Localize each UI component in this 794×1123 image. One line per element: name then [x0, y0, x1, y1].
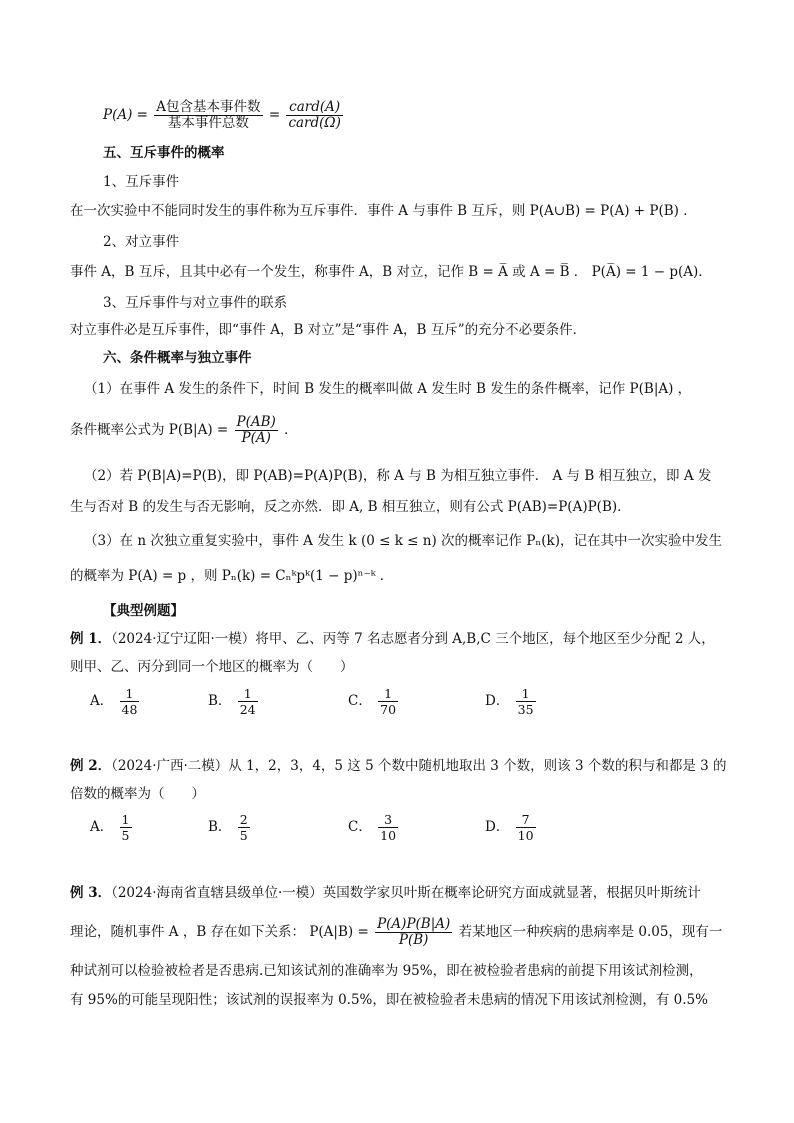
example-3-text: （2024·海南省直辖县级单位·一模）英国数学家贝叶斯在概率论研究方面成就显著，根据贝叶斯统计	[111, 885, 701, 901]
option-denominator: 5	[121, 828, 130, 843]
option-letter: C．	[348, 693, 372, 709]
example-1-option-c	[348, 686, 400, 717]
section-5-para-1: 在一次实验中不能同时发生的事件称为互斥事件．事件 A 与事件 B 互斥，则 P(A∪B) = P(A) + P(B) ．	[70, 203, 697, 219]
example-1-line-2: 则甲、乙、丙分到同一个地区的概率为（ ）	[70, 659, 354, 675]
bayes-formula-numerator: P(A)P(B|A)	[377, 916, 451, 932]
option-denominator: 35	[517, 702, 534, 717]
option-numerator: 3	[378, 812, 398, 828]
formula-fraction-1-numerator: A包含基本事件数	[156, 99, 261, 115]
section-6-para-1: （1）在事件 A 发生的条件下，时间 B 发生的概率叫做 A 发生时 B 发生的条件概率，记作 P(B|A) ，	[84, 381, 692, 397]
option-denominator: 5	[239, 828, 248, 843]
option-letter: B．	[208, 693, 232, 709]
example-1-option-b	[208, 686, 260, 717]
example-2-line-2: 倍数的概率为（ ）	[70, 786, 205, 802]
bayes-formula-line	[70, 912, 722, 952]
option-letter: D．	[485, 693, 510, 709]
bayes-formula-prefix: 理论，随机事件 A ，B 存在如下关系： P(A|B) =	[70, 924, 369, 940]
option-numerator: 1	[516, 686, 536, 702]
conditional-formula-denominator: P(A)	[241, 430, 271, 446]
example-3-line-1	[70, 883, 701, 903]
example-3-label: 例 3．	[70, 885, 112, 901]
option-numerator: 2	[239, 812, 248, 827]
section-6-para-3-cont: 的概率为 P(A) = p ，则 Pₙ(k) = Cₙᵏpᵏ(1 − p)ⁿ⁻ᵏ ．	[70, 568, 394, 584]
section-6-heading: 六、条件概率与独立事件	[103, 350, 252, 366]
formula-equals: =	[268, 107, 281, 123]
examples-heading: 【典型例题】	[103, 603, 184, 619]
option-denominator: 24	[239, 702, 256, 717]
section-6-para-2-cont: 生与否对 B 的发生与否无影响，反之亦然．即 A, B 相互独立，则有公式 P(AB)=P(A)P(B)．	[70, 499, 631, 515]
section-5-heading: 五、互斥事件的概率	[103, 145, 225, 161]
section-5-para-2: 事件 A，B 互斥，且其中必有一个发生，称事件 A，B 对立，记作 B = A̅ 或 A = B̅ ． P(A̅) = 1 − p(A)．	[70, 264, 712, 280]
conditional-formula-prefix: 条件概率公式为 P(B|A) =	[70, 422, 229, 438]
example-1-text: （2024·辽宁辽阳·一模）将甲、乙、丙等 7 名志愿者分到 A,B,C 三个地区，每个地区至少分配 2 人，	[111, 631, 715, 647]
option-numerator: 1	[378, 686, 398, 702]
conditional-formula-numerator: P(AB)	[236, 414, 276, 430]
formula-fraction-2-numerator: card(A)	[286, 100, 342, 116]
example-1-option-d	[485, 686, 538, 717]
example-2-label: 例 2．	[70, 758, 112, 774]
option-numerator: 1	[121, 812, 130, 827]
example-1-line-1	[70, 629, 715, 649]
option-denominator: 48	[121, 702, 138, 717]
option-numerator: 1	[120, 686, 140, 702]
formula-lhs: P(A) =	[103, 107, 148, 123]
example-1-option-a	[90, 686, 141, 717]
section-5-para-3: 对立事件必是互斥事件，即“事件 A，B 对立”是“事件 A，B 互斥”的充分不必要条件．	[70, 322, 587, 338]
option-denominator: 10	[517, 828, 534, 843]
conditional-formula-suffix: ．	[284, 422, 298, 438]
conditional-probability-formula	[70, 412, 298, 448]
option-numerator: 1	[238, 686, 258, 702]
section-5-sub-3: 3、互斥事件与对立事件的联系	[103, 295, 288, 311]
example-2-option-b	[208, 812, 252, 843]
bayes-formula-denominator: P(B)	[398, 932, 429, 948]
example-2-option-a	[90, 812, 134, 843]
conditional-formula-fraction	[235, 415, 278, 446]
example-2-option-d	[485, 812, 538, 843]
section-5-sub-1: 1、互斥事件	[103, 174, 180, 190]
example-2-text: （2024·广西·二模）从 1，2，3，4，5 这 5 个数中随机地取出 3 个数，则该 3 个数的积与和都是 3 的	[111, 758, 727, 774]
formula-fraction-2-denominator: card(Ω)	[288, 115, 341, 131]
option-letter: D．	[485, 819, 510, 835]
example-3-line-3: 种试剂可以检验被检者是否患病.已知该试剂的准确率为 95%，即在被检验者患病的前提下用该试剂检测，	[70, 963, 703, 979]
option-letter: C．	[348, 819, 372, 835]
formula-fraction-1	[154, 100, 262, 131]
option-letter: A．	[90, 819, 114, 835]
example-2-option-c	[348, 812, 400, 843]
example-2-line-1	[70, 756, 727, 776]
section-6-para-2: （2）若 P(B|A)=P(B)，即 P(AB)=P(A)P(B)，称 A 与 B 为相互独立事件． A 与 B 相互独立，即 A 发	[84, 468, 712, 484]
example-3-line-4: 有 95%的可能呈现阳性；该试剂的误报率为 0.5%，即在被检验者未患病的情况下用该试剂检测，有 0.5%	[70, 992, 708, 1008]
option-letter: B．	[208, 819, 232, 835]
bayes-formula-fraction	[375, 917, 452, 948]
formula-fraction-1-denominator: 基本事件总数	[167, 115, 249, 131]
option-denominator: 10	[380, 828, 397, 843]
classical-probability-formula	[103, 98, 345, 132]
option-letter: A．	[90, 693, 114, 709]
option-numerator: 7	[516, 812, 536, 828]
example-1-label: 例 1．	[70, 631, 112, 647]
bayes-formula-suffix: 若某地区一种疾病的患病率是 0.05，现有一	[458, 924, 723, 940]
formula-fraction-2	[286, 100, 342, 131]
section-5-sub-2: 2、对立事件	[103, 234, 180, 250]
section-6-para-3: （3）在 n 次独立重复实验中，事件 A 发生 k (0 ≤ k ≤ n) 次的概率记作 Pₙ(k)，记在其中一次实验中发生	[84, 533, 722, 549]
option-denominator: 70	[380, 702, 397, 717]
